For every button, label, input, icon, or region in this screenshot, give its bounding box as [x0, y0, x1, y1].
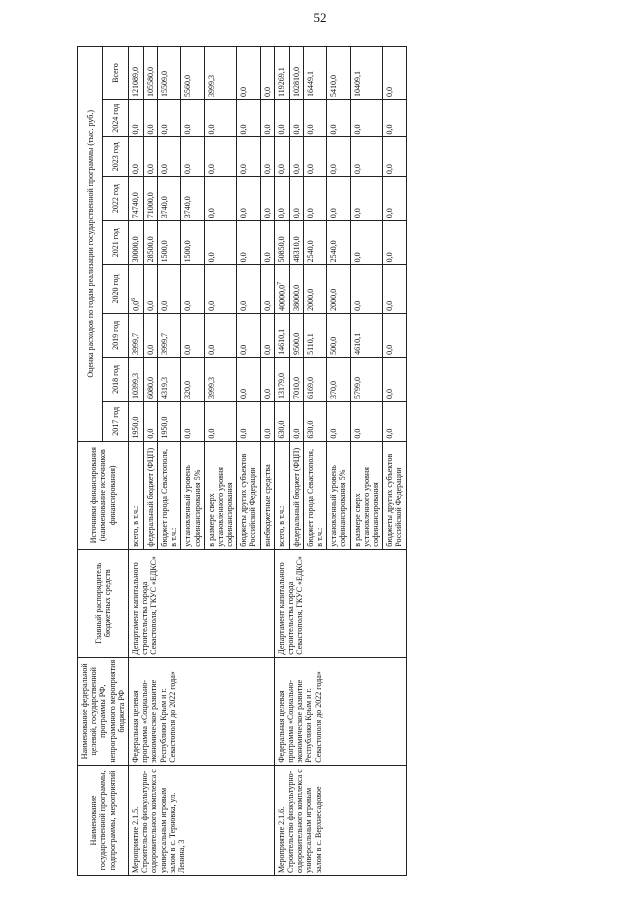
value-text: 630,0: [305, 420, 315, 439]
cell-value: [143, 265, 157, 314]
value-text: 3999,3: [206, 377, 216, 399]
value-text: 105580,0: [145, 66, 155, 97]
cell-total: [274, 47, 289, 100]
value-text: 2540,0: [305, 240, 315, 263]
cell-value: [274, 137, 289, 177]
cell-value: [274, 265, 289, 314]
cell-value: [128, 177, 143, 221]
cell-value: [350, 313, 383, 357]
value-text: 0,0: [291, 428, 301, 439]
cell-value: [181, 402, 204, 442]
value-text: 4610,1: [352, 332, 362, 355]
value-text: 0,0: [385, 252, 395, 263]
value-text: 6080,0: [145, 377, 155, 399]
cell-value: [157, 137, 180, 177]
value-text: 0,0: [183, 344, 193, 355]
value-text: 0,0: [352, 124, 362, 135]
header-fed: Наименование федеральной целевой, государственной программы РФ, непрограммного мероприятия бюджета РФ: [78, 657, 129, 765]
cell-value: [303, 99, 326, 136]
value-text: 40000,0: [277, 284, 287, 311]
value-text: 500,0: [329, 336, 339, 355]
cell-value: [237, 137, 260, 177]
cell-value: [274, 177, 289, 221]
value-text: 0,0: [291, 208, 301, 219]
header-year: 2020 год: [103, 265, 128, 314]
value-text: 10399,3: [130, 373, 140, 399]
cell-value: [157, 265, 180, 314]
cell-value: [289, 177, 303, 221]
value-text: 0,0: [291, 124, 301, 135]
cell-value: [181, 99, 204, 136]
value-text: 2540,0: [329, 240, 339, 263]
cell-value: [274, 313, 289, 357]
cell-total: [143, 47, 157, 100]
header-name: Наименование государственной программы, подпрограммы, мероприятий: [78, 765, 129, 875]
value-text: 5110,1: [305, 333, 315, 355]
value-text: 0,0: [206, 344, 216, 355]
value-text: 370,0: [329, 381, 339, 399]
value-text: 3999,3: [206, 74, 216, 97]
header-year: 2021 год: [103, 221, 128, 265]
cell-fed: Федеральная целевая программа «Социально-экономическое развитие Республики Крым и г. Севастополя до 2022 года»: [128, 657, 274, 765]
cell-source: всего, в т.ч.:: [128, 441, 143, 549]
value-text: 0,0: [276, 124, 286, 135]
footnote-mark: 6: [130, 297, 137, 301]
value-text: 13179,0: [276, 373, 286, 399]
cell-value: [143, 99, 157, 136]
cell-value: [383, 402, 406, 442]
cell-value: [204, 265, 237, 314]
cell-value: [157, 177, 180, 221]
header-year: 2019 год: [103, 313, 128, 357]
cell-value: [327, 357, 350, 401]
cell-value: [237, 265, 260, 314]
cell-total: [260, 47, 274, 100]
cell-value: [289, 313, 303, 357]
cell-value: [383, 137, 406, 177]
cell-value: [327, 137, 350, 177]
value-text: 0,0: [329, 428, 339, 439]
cell-value: [303, 313, 326, 357]
header-year: 2022 год: [103, 177, 128, 221]
value-text: 0,0: [206, 252, 216, 263]
value-text: 28500,0: [145, 236, 155, 263]
page-number: 52: [313, 10, 327, 25]
value-text: 74740,0: [130, 192, 140, 219]
cell-value: [383, 313, 406, 357]
value-text: 0,0: [183, 300, 193, 311]
cell-value: [143, 402, 157, 442]
cell-value: [128, 265, 143, 314]
value-text: 0,0: [206, 164, 216, 175]
cell-total: [181, 47, 204, 100]
cell-value: [327, 313, 350, 357]
value-text: 0,0: [385, 86, 395, 97]
cell-value: [157, 221, 180, 265]
cell-total: [237, 47, 260, 100]
cell-value: [204, 99, 237, 136]
header-year: 2018 год: [103, 357, 128, 401]
cell-value: [237, 402, 260, 442]
value-text: 0,0: [385, 124, 395, 135]
cell-value: [383, 357, 406, 401]
cell-value: [383, 221, 406, 265]
cell-value: [327, 265, 350, 314]
value-text: 0,0: [159, 164, 169, 175]
value-text: 0,0: [262, 164, 272, 175]
cell-source: бюджеты других субъектов Российской Федерации: [237, 441, 260, 549]
value-text: 14610,1: [276, 328, 286, 355]
cell-total: [303, 47, 326, 100]
cell-value: [383, 265, 406, 314]
value-text: 0,0: [262, 252, 272, 263]
cell-manager: Департамент капитального строительства города Севастополя, ГКУС «ЕДКС»: [128, 549, 274, 657]
rotated-table-wrapper: [77, 46, 597, 876]
cell-value: [260, 357, 274, 401]
value-text: 0,0: [239, 389, 249, 399]
value-text: 0,0: [145, 300, 155, 311]
cell-source: федеральный бюджет (ФЦП): [143, 441, 157, 549]
cell-value: [204, 357, 237, 401]
value-text: 102810,0: [291, 66, 301, 97]
cell-value: [181, 265, 204, 314]
cell-total: [204, 47, 237, 100]
value-text: 0,0: [145, 164, 155, 175]
cell-value: [303, 177, 326, 221]
cell-source: бюджеты других субъектов Российской Федерации: [383, 441, 406, 549]
cell-value: [383, 99, 406, 136]
header-source: Источники финансирования (наименование источников финансирования): [78, 441, 129, 549]
value-text: 119269,1: [276, 67, 286, 97]
cell-value: [327, 99, 350, 136]
value-text: 16449,1: [305, 70, 315, 97]
value-text: 0,0: [145, 344, 155, 355]
cell-value: [181, 221, 204, 265]
value-text: 0,0: [159, 124, 169, 135]
cell-value: [237, 177, 260, 221]
value-text: 48310,0: [291, 236, 301, 263]
cell-source: установленный уровень софинансирования 5%: [327, 441, 350, 549]
value-text: 0,0: [352, 300, 362, 311]
cell-value: [274, 221, 289, 265]
cell-value: [303, 402, 326, 442]
cell-value: [303, 221, 326, 265]
table-row: [128, 47, 143, 876]
value-text: 0,0: [329, 164, 339, 175]
value-text: 0,0: [131, 300, 141, 311]
value-text: 0,0: [276, 164, 286, 175]
value-text: 10409,1: [352, 70, 362, 97]
cell-value: [260, 221, 274, 265]
value-text: 320,0: [183, 381, 193, 399]
value-text: 0,0: [305, 208, 315, 219]
value-text: 15509,0: [159, 70, 169, 97]
cell-value: [350, 137, 383, 177]
cell-value: [237, 357, 260, 401]
table-row: [274, 47, 289, 876]
cell-source: всего, в т.ч.:: [274, 441, 289, 549]
value-text: 0,0: [183, 428, 193, 439]
value-text: 0,0: [385, 389, 395, 399]
cell-value: [289, 99, 303, 136]
cell-name: Мероприятие 2.1.6. Строительство физкультурно-оздоровительного комплекса с универсальным игровым залом в с. Верхнесадовое: [274, 765, 406, 875]
cell-value: [327, 402, 350, 442]
value-text: 0,0: [239, 252, 249, 263]
cell-value: [303, 137, 326, 177]
value-text: 0,0: [206, 428, 216, 439]
cell-value: [289, 221, 303, 265]
cell-value: [260, 137, 274, 177]
value-text: 9500,0: [291, 332, 301, 355]
cell-value: [128, 357, 143, 401]
cell-value: [289, 357, 303, 401]
value-text: 4319,3: [159, 377, 169, 399]
cell-value: [181, 357, 204, 401]
cell-value: [350, 265, 383, 314]
value-text: 0,0: [159, 300, 169, 311]
cell-value: [237, 99, 260, 136]
cell-value: [204, 402, 237, 442]
value-text: 630,0: [276, 420, 286, 439]
value-text: 0,0: [385, 428, 395, 439]
value-text: 0,0: [305, 124, 315, 135]
value-text: 0,0: [206, 300, 216, 311]
value-text: 0,0: [385, 164, 395, 175]
value-text: 5799,0: [352, 377, 362, 399]
value-text: 0,0: [352, 208, 362, 219]
value-text: 0,0: [329, 208, 339, 219]
value-text: 0,0: [239, 344, 249, 355]
cell-value: [289, 265, 303, 314]
cell-value: [260, 313, 274, 357]
cell-value: [260, 265, 274, 314]
cell-value: [303, 265, 326, 314]
header-group: Оценка расходов по годам реализации государственной программы (тыс. руб.): [78, 47, 103, 442]
value-text: 0,0: [145, 124, 155, 135]
value-text: 0,0: [385, 208, 395, 219]
value-text: 30000,0: [130, 236, 140, 263]
cell-value: [237, 221, 260, 265]
value-text: 0,0: [239, 124, 249, 135]
cell-value: [303, 357, 326, 401]
cell-value: [128, 402, 143, 442]
cell-source: бюджет города Севастополя, в т.ч.:: [157, 441, 180, 549]
header-manager: Главный распорядитель бюджетных средств: [78, 549, 129, 657]
cell-value: [128, 99, 143, 136]
value-text: 0,0: [145, 428, 155, 439]
cell-total: [383, 47, 406, 100]
cell-total: [289, 47, 303, 100]
cell-value: [143, 357, 157, 401]
value-text: 0,0: [385, 344, 395, 355]
cell-value: [350, 99, 383, 136]
value-text: 0,0: [352, 252, 362, 263]
cell-total: [128, 47, 143, 100]
cell-value: [204, 313, 237, 357]
value-text: 0,0: [130, 124, 140, 135]
value-text: 0,0: [262, 208, 272, 219]
cell-value: [350, 402, 383, 442]
value-text: 121089,0: [130, 66, 140, 97]
cell-value: [260, 99, 274, 136]
cell-value: [260, 402, 274, 442]
cell-value: [204, 137, 237, 177]
cell-value: [181, 313, 204, 357]
cell-value: [181, 177, 204, 221]
value-text: 0,0: [305, 164, 315, 175]
value-text: 1500,0: [183, 240, 193, 263]
value-text: 0,0: [239, 300, 249, 311]
cell-value: [350, 357, 383, 401]
value-text: 0,0: [206, 124, 216, 135]
cell-value: [289, 137, 303, 177]
cell-manager: Департамент капитального строительства города Севастополя, ГКУС «ЕДКС»: [274, 549, 406, 657]
value-text: 0,0: [276, 208, 286, 219]
value-text: 3999,7: [130, 332, 140, 355]
value-text: 0,0: [385, 300, 395, 311]
cell-value: [143, 313, 157, 357]
value-text: 0,0: [262, 389, 272, 399]
cell-value: [237, 313, 260, 357]
value-text: 0,0: [352, 164, 362, 175]
cell-source: установленный уровень софинансирования 5%: [181, 441, 204, 549]
cell-total: [327, 47, 350, 100]
cell-value: [143, 177, 157, 221]
value-text: 0,0: [239, 208, 249, 219]
cell-value: [181, 137, 204, 177]
cell-source: внебюджетные средства: [260, 441, 274, 549]
value-text: 0,0: [206, 208, 216, 219]
value-text: 0,0: [262, 428, 272, 439]
cell-value: [327, 177, 350, 221]
value-text: 3740,0: [159, 196, 169, 219]
value-text: 3740,0: [183, 196, 193, 219]
value-text: 0,0: [183, 124, 193, 135]
cell-source: федеральный бюджет (ФЦП): [289, 441, 303, 549]
value-text: 0,0: [262, 300, 272, 311]
value-text: 0,0: [262, 344, 272, 355]
header-year: 2023 год: [103, 137, 128, 177]
value-text: 0,0: [239, 164, 249, 175]
cell-value: [143, 137, 157, 177]
cell-source: в размере сверх установленного уровня софинансирования: [350, 441, 383, 549]
cell-value: [274, 357, 289, 401]
cell-value: [128, 313, 143, 357]
cell-source: в размере сверх установленного уровня софинансирования: [204, 441, 237, 549]
value-text: 0,0: [183, 164, 193, 175]
cell-value: [157, 99, 180, 136]
cell-value: [327, 221, 350, 265]
value-text: 1950,0: [159, 416, 169, 439]
value-text: 1950,0: [130, 416, 140, 439]
cell-value: [274, 402, 289, 442]
value-text: 0,0: [262, 86, 272, 97]
value-text: 0,0: [291, 164, 301, 175]
value-text: 5560,0: [183, 74, 193, 97]
value-text: 0,0: [130, 164, 140, 175]
cell-total: [157, 47, 180, 100]
cell-value: [204, 221, 237, 265]
budget-table: [77, 46, 407, 876]
cell-value: [128, 137, 143, 177]
cell-total: [350, 47, 383, 100]
value-text: 2000,0: [329, 288, 339, 311]
value-text: 0,0: [329, 124, 339, 135]
header-year: 2024 год: [103, 99, 128, 136]
cell-value: [289, 402, 303, 442]
value-text: 3999,7: [159, 332, 169, 355]
value-text: 6169,0: [305, 377, 315, 399]
value-text: 7010,0: [291, 377, 301, 399]
value-text: 2000,0: [305, 288, 315, 311]
value-text: 0,0: [262, 124, 272, 135]
cell-value: [350, 177, 383, 221]
value-text: 0,0: [239, 86, 249, 97]
cell-value: [128, 221, 143, 265]
header-total: Всего: [103, 47, 128, 100]
footnote-mark: 7: [276, 281, 283, 285]
cell-value: [157, 313, 180, 357]
value-text: 0,0: [352, 428, 362, 439]
cell-source: бюджет города Севастополя, в т.ч.:: [303, 441, 326, 549]
cell-value: [260, 177, 274, 221]
cell-value: [143, 221, 157, 265]
value-text: 38000,0: [291, 284, 301, 311]
cell-value: [383, 177, 406, 221]
value-text: 50850,0: [276, 236, 286, 263]
value-text: 5410,0: [329, 74, 339, 97]
cell-value: [157, 402, 180, 442]
cell-value: [274, 99, 289, 136]
value-text: 1500,0: [159, 240, 169, 263]
cell-value: [350, 221, 383, 265]
cell-value: [204, 177, 237, 221]
cell-fed: Федеральная целевая программа «Социально-экономическое развитие Республики Крым и г. Севастополя до 2022 года»: [274, 657, 406, 765]
value-text: 0,0: [239, 428, 249, 439]
value-text: 71000,0: [145, 192, 155, 219]
cell-value: [157, 357, 180, 401]
table-body: [128, 47, 406, 876]
header-year: 2017 год: [103, 402, 128, 442]
cell-name: Мероприятие 2.1.5. Строительство физкультурно-оздоровительного комплекса с универсальным игровым залом в с. Терновка, ул. Ленина, 3: [128, 765, 274, 875]
